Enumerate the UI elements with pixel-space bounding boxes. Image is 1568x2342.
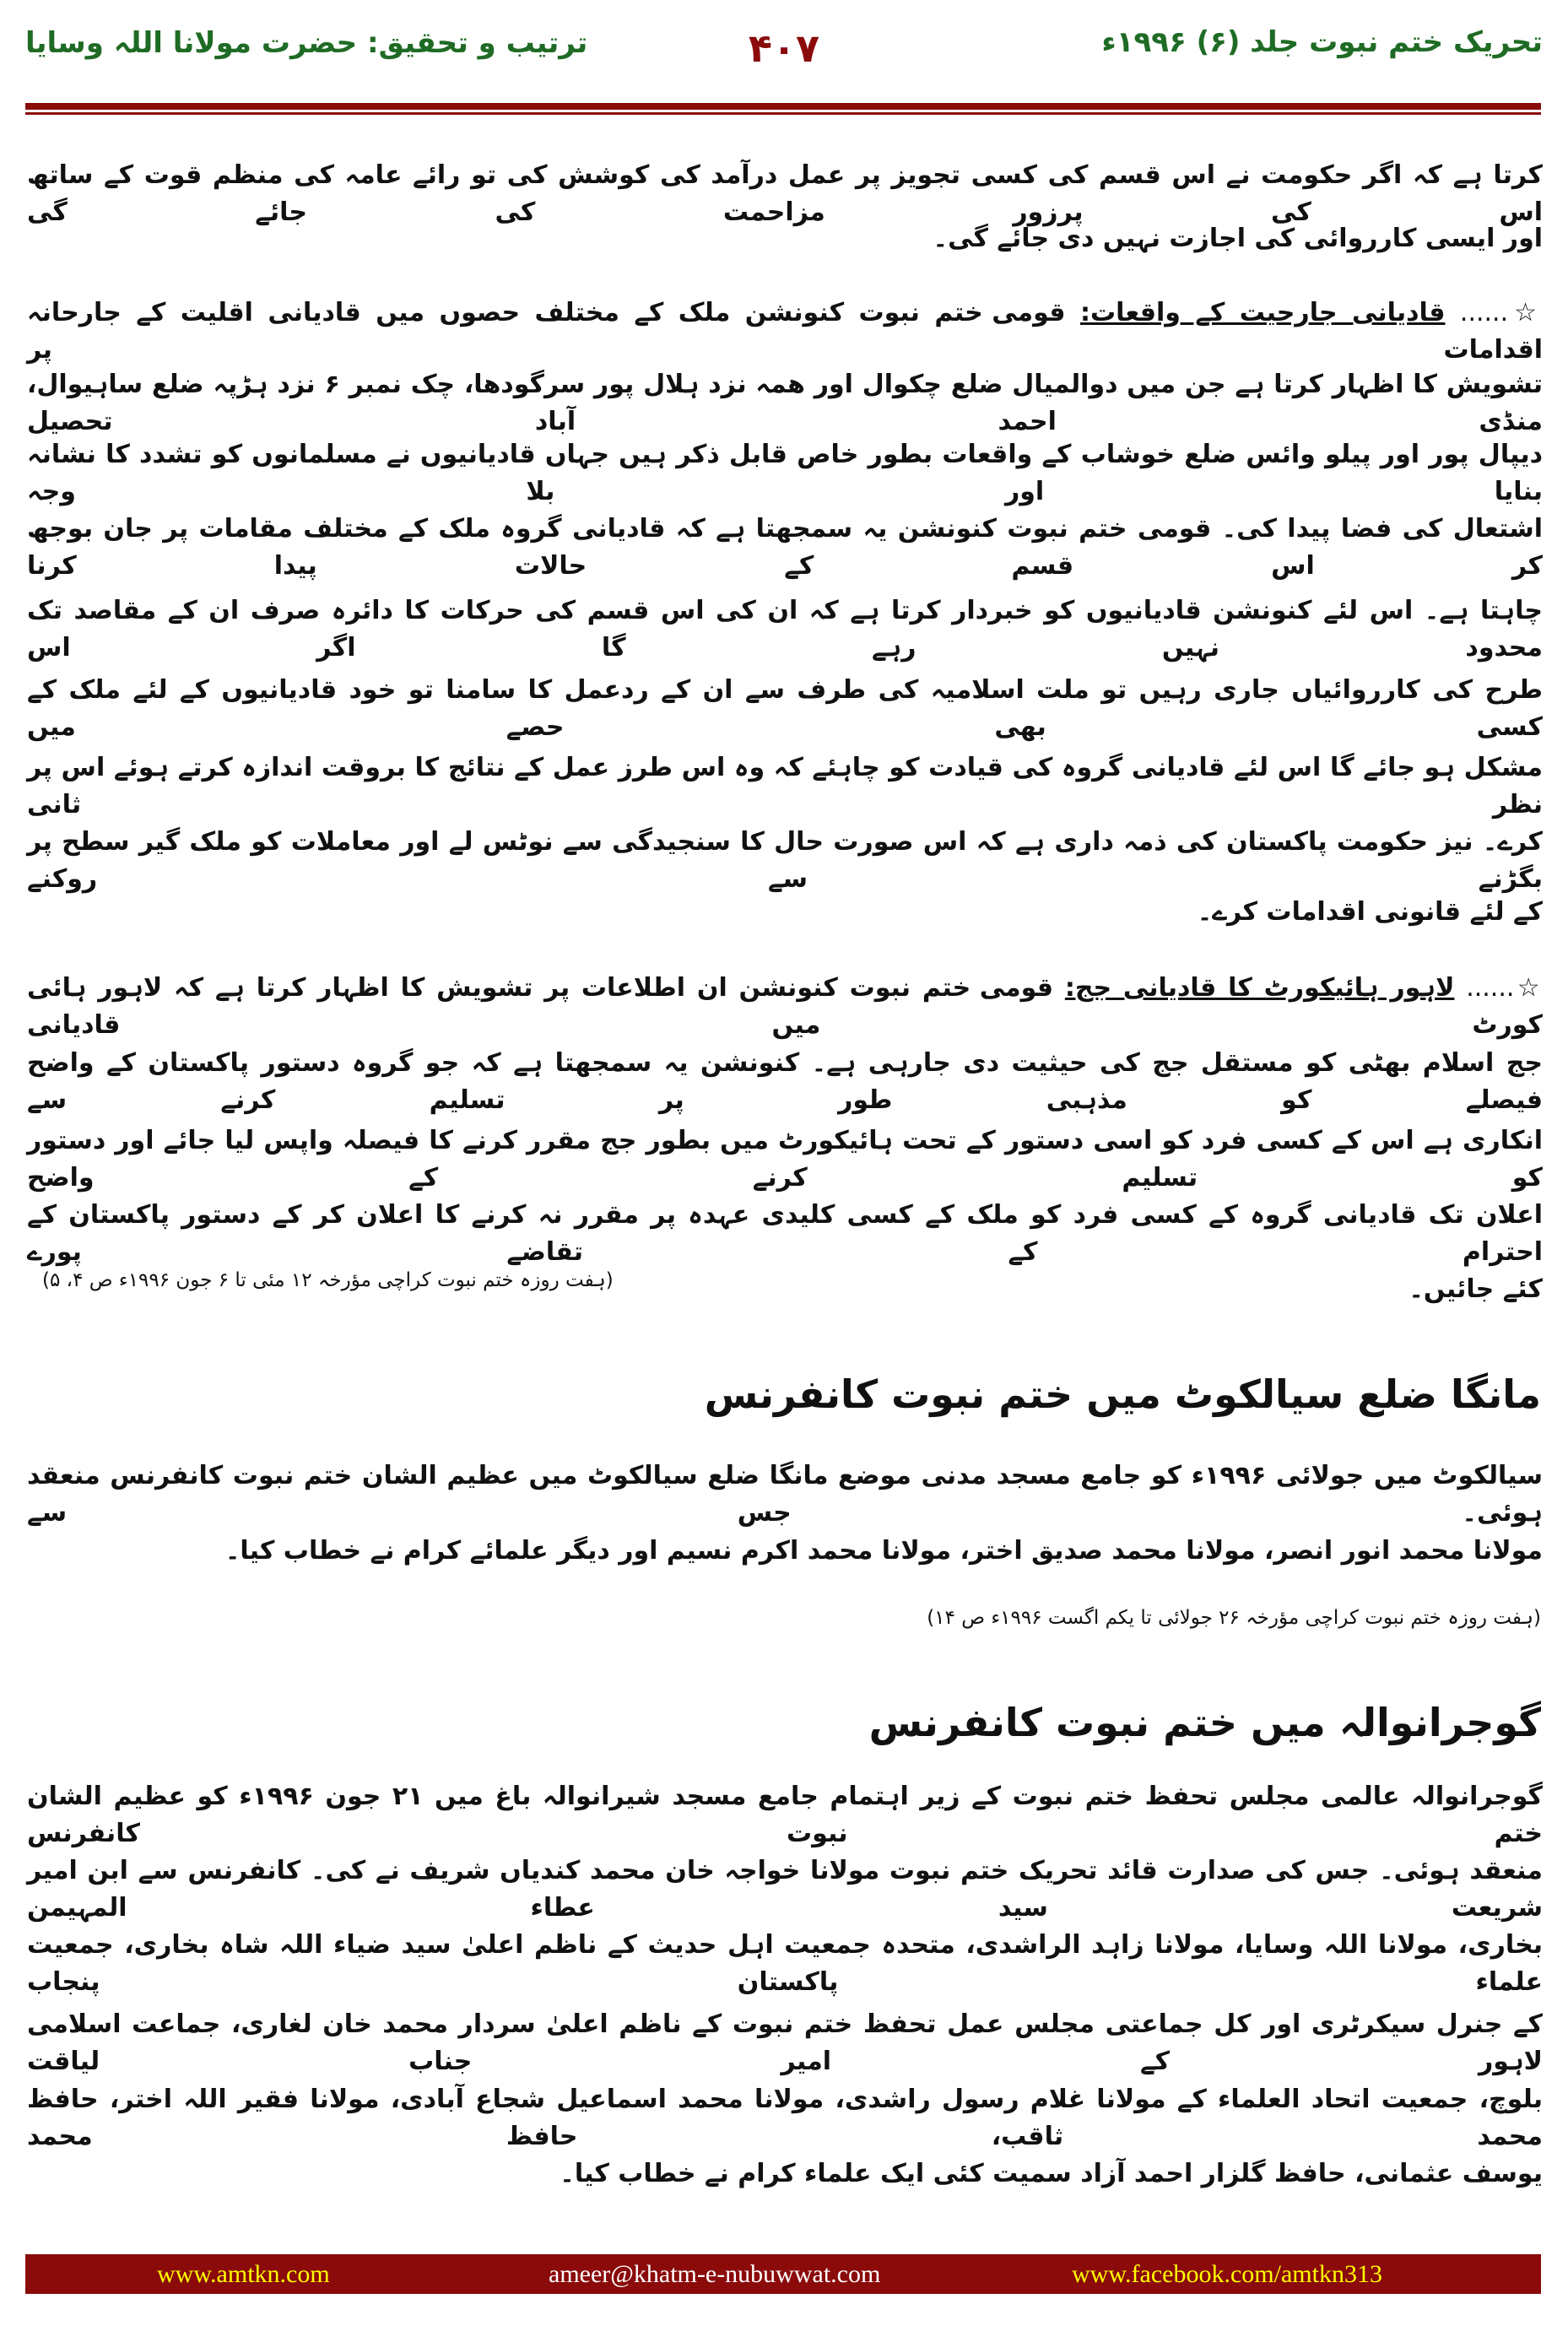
- text-line: دیپال پور اور پیلو وائس ضلع خوشاب کے واقعات بطور خاص قابل ذکر ہیں جہاں قادیانیوں نے مسلمانوں کو تشدد کا نشانہ بنایا اور بلا وجہ: [27, 440, 1543, 506]
- text-line: انکاری ہے اس کے کسی فرد کو اسی دستور کے تحت ہائیکورٹ میں بطور جج مقرر کرنے کا فیصلہ واپس لیا جائے اور دستور کو تسلیم کرنے کے واضح: [27, 1126, 1543, 1193]
- email-link[interactable]: ameer@khatm-e-nubuwwat.com: [549, 2260, 881, 2288]
- subheading: لاہور ہائیکورٹ کا قادیانی جج:: [1064, 973, 1455, 1003]
- star-icon: ☆......: [1459, 298, 1543, 327]
- text-line: یوسف عثمانی، حافظ گلزار احمد آزاد سمیت کئی ایک علماء کرام نے خطاب کیا۔: [560, 2159, 1543, 2188]
- text-line: مولانا محمد انور انصر، مولانا محمد صدیق اختر، مولانا محمد اکرم نسیم اور دیگر علمائے کرام نے خطاب کیا۔: [224, 1536, 1543, 1566]
- subheading: قادیانی جارحیت کے واقعات:: [1080, 298, 1446, 327]
- text-line: اشتعال کی فضا پیدا کی۔ قومی ختم نبوت کنونشن یہ سمجھتا ہے کہ قادیانی گروہ ملک کے مختلف مقامات پر جان بوجھ کر اس قسم کے حالات پیدا کرنا: [27, 514, 1543, 581]
- text-line: کے لئے قانونی اقدامات کرے۔: [1197, 897, 1543, 927]
- compiler-credit: ترتیب و تحقیق: حضرت مولانا اللہ وسایا: [25, 26, 588, 60]
- text-line: بلوچ، جمعیت اتحاد العلماء کے مولانا غلام رسول راشدی، مولانا محمد اسماعیل شجاع آبادی، مولانا فقیر اللہ اختر، حافظ محمد ثاقب، حافظ محمد: [27, 2085, 1543, 2151]
- text-line: مشکل ہو جائے گا اس لئے قادیانی گروہ کی قیادت کو چاہئے کہ وہ اس طرز عمل کے نتائج کا بروقت اندازہ کرتے ہوئے اس پر نظر ثانی: [27, 753, 1543, 819]
- text-line: چاہتا ہے۔ اس لئے کنونشن قادیانیوں کو خبردار کرتا ہے کہ ان کی اس قسم کی حرکات کا دائرہ صرف ان کے مقاصد تک محدود نہیں رہے گا اگر اس: [27, 596, 1543, 663]
- text-line: جج اسلام بھٹی کو مستقل جج کی حیثیت دی جارہی ہے۔ کنونشن یہ سمجھتا ہے کہ جو گروہ دستور پاکستان کے واضح فیصلے کو مذہبی طور پر تسلیم کرنے سے: [27, 1048, 1543, 1115]
- text-line: منعقد ہوئی۔ جس کی صدارت قائد تحریک ختم نبوت مولانا خواجہ خان محمد کندیاں شریف نے کی۔ کانفرنس سے ابن امیر شریعت سید عطاء المہیمن: [27, 1856, 1543, 1923]
- facebook-link[interactable]: www.facebook.com/amtkn313: [1072, 2260, 1382, 2288]
- text-line: بخاری، مولانا اللہ وسایا، مولانا زاہد الراشدی، متحدہ جمعیت اہل حدیث کے ناظم اعلیٰ سید ضیاء اللہ شاہ بخاری، جمعیت علماء پاکستان پنجاب: [27, 1930, 1543, 1997]
- text-line: طرح کی کارروائیاں جاری رہیں تو ملت اسلامیہ کی طرف سے ان کے ردعمل کا سامنا تو خود قادیانیوں کے لئے ملک کے کسی بھی حصے میں: [27, 675, 1543, 742]
- text-line: کرتا ہے کہ اگر حکومت نے اس قسم کی کسی تجویز پر عمل درآمد کی کوشش کی تو رائے عامہ کی منظم قوت کے ساتھ اس کی پرزور مزاحمت کی جائے گی: [27, 160, 1543, 227]
- paragraph-heading-line: [27, 970, 1543, 1040]
- text-line: کئے جائیں۔: [1408, 1274, 1543, 1304]
- paragraph-heading-line: [27, 295, 1543, 365]
- text-line: کے جنرل سیکرٹری اور کل جماعتی مجلس عمل تحفظ ختم نبوت کے ناظم اعلیٰ سردار محمد خان لغاری، جماعت اسلامی لاہور کے امیر جناب لیاقت: [27, 2009, 1543, 2076]
- section-heading: گوجرانوالہ میں ختم نبوت کانفرنس: [868, 1700, 1541, 1745]
- book-title: تحریک ختم نبوت جلد (۶) ۱۹۹۶ء: [1101, 25, 1543, 59]
- header-rule: [25, 103, 1541, 110]
- website-link[interactable]: www.amtkn.com: [157, 2260, 330, 2288]
- citation: (ہفت روزہ ختم نبوت کراچی مؤرخہ ۱۲ مئی تا ۶ جون ۱۹۹۶ء ص ۴، ۵): [42, 1269, 614, 1291]
- text-line: کرے۔ نیز حکومت پاکستان کی ذمہ داری ہے کہ اس صورت حال کا سنجیدگی سے نوٹس لے اور معاملات کو ملک گیر سطح پر بگڑنے سے روکنے: [27, 827, 1543, 894]
- text-line: اور ایسی کارروائی کی اجازت نہیں دی جائے گی۔: [933, 224, 1543, 253]
- citation: (ہفت روزہ ختم نبوت کراچی مؤرخہ ۲۶ جولائی تا یکم اگست ۱۹۹۶ء ص ۱۴): [927, 1607, 1541, 1629]
- section-heading: مانگا ضلع سیالکوٹ میں ختم نبوت کانفرنس: [704, 1371, 1541, 1417]
- text-line: تشویش کا اظہار کرتا ہے جن میں دوالمیال ضلع چکوال اور ھمہ نزد ہلال پور سرگودھا، چک نمبر ۶ نزد ہڑپہ ضلع ساہیوال، منڈی احمد آباد تحصیل: [27, 370, 1544, 436]
- text-line: اعلان تک قادیانی گروہ کے کسی فرد کو ملک کے کسی کلیدی عہدہ پر مقرر نہ کرنے کا اعلان کر کے دستور پاکستان کے احترام کے تقاضے پورے: [27, 1200, 1543, 1267]
- footer-bar: [25, 2254, 1541, 2294]
- text: قومی ختم نبوت کنونشن ان اطلاعات پر تشویش کا اظہار کرتا ہے کہ لاہور ہائی کورٹ میں قادیانی: [27, 973, 1543, 1040]
- header-rule-thin: [25, 112, 1541, 115]
- text-line: سیالکوٹ میں جولائی ۱۹۹۶ء کو جامع مسجد مدنی موضع مانگا ضلع سیالکوٹ میں عظیم الشان ختم نبوت کانفرنس منعقد ہوئی۔ جس سے: [27, 1461, 1543, 1528]
- page-number: ۴۰۷: [748, 25, 820, 71]
- text: قومی ختم نبوت کنونشن ملک کے مختلف حصوں میں قادیانی اقلیت کے جارحانہ اقدامات پر: [27, 298, 1543, 365]
- text-line: گوجرانوالہ عالمی مجلس تحفظ ختم نبوت کے زیر اہتمام جامع مسجد شیرانوالہ باغ میں ۲۱ جون ۱۹۹۶ء کو عظیم الشان ختم نبوت کانفرنس: [27, 1782, 1543, 1848]
- star-icon: ☆......: [1466, 973, 1543, 1003]
